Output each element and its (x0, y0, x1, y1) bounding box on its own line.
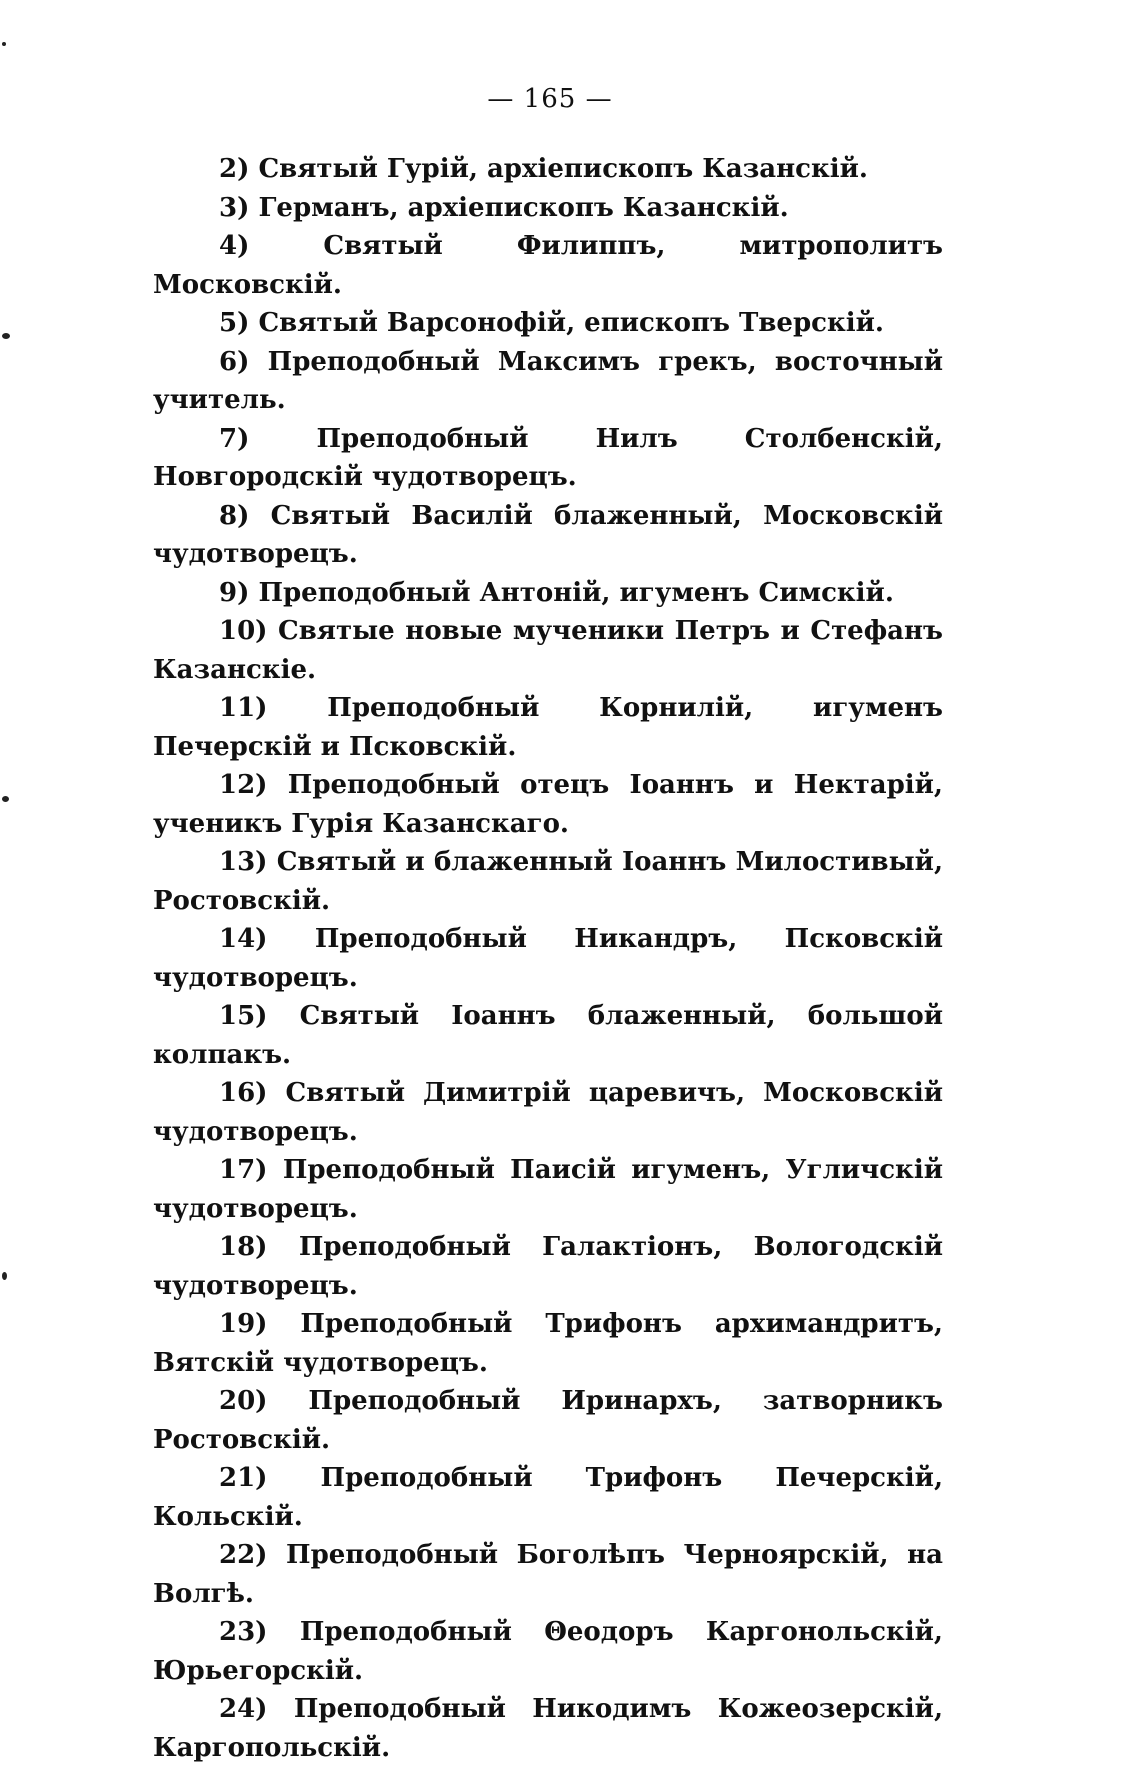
list-item: 22) Преподобный Боголѣпъ Черноярскій, на Волгѣ. (153, 1540, 943, 1609)
entry-list (153, 150, 943, 1767)
list-item: 13) Святый и блаженный Іоаннъ Милостивый, Ростовскій. (153, 847, 943, 916)
scan-speck (2, 42, 6, 46)
list-item: 15) Святый Іоаннъ блаженный, большой колпакъ. (153, 1001, 943, 1070)
list-item: 6) Преподобный Максимъ грекъ, восточный учитель. (153, 346, 943, 415)
list-item: 9) Преподобный Антоній, игуменъ Симскій. (219, 577, 894, 608)
list-item: 12) Преподобный отецъ Іоаннъ и Нектарій, ученикъ Гурія Казанскаго. (153, 770, 943, 839)
list-item: 4) Святый Филиппъ, митрополитъ Московскій. (153, 231, 943, 300)
list-item: 2) Святый Гурій, архіепископъ Казанскій. (219, 154, 868, 184)
list-item: 8) Святый Василій блаженный, Московскій чудотворецъ. (153, 500, 943, 569)
list-item: 18) Преподобный Галактіонъ, Вологодскій чудотворецъ. (153, 1232, 943, 1301)
list-item: 10) Святые новые мученики Петръ и Стефанъ Казанскіе. (153, 616, 943, 685)
list-item: 14) Преподобный Никандръ, Псковскій чудотворецъ. (153, 924, 943, 993)
scan-speck (2, 796, 9, 802)
list-item: 23) Преподобный Θеодоръ Каргонольскій, Юрьегорскій. (153, 1617, 943, 1686)
list-item: 19) Преподобный Трифонъ архимандритъ, Вятскій чудотворецъ. (153, 1309, 943, 1378)
list-item: 16) Святый Димитрій царевичъ, Московскій чудотворецъ. (153, 1078, 943, 1147)
list-item: 21) Преподобный Трифонъ Печерскій, Кольскій. (153, 1463, 943, 1532)
list-item: 11) Преподобный Корнилій, игуменъ Печерскій и Псковскій. (153, 693, 943, 762)
list-item: 3) Германъ, архіепископъ Казанскій. (219, 192, 789, 223)
scan-speck (2, 1272, 7, 1280)
page-number: — 165 — (487, 84, 613, 114)
list-item: 17) Преподобный Паисій игуменъ, Угличскій чудотворецъ. (153, 1155, 943, 1224)
list-item: 20) Преподобный Иринархъ, затворникъ Ростовскій. (153, 1386, 943, 1455)
scan-speck (2, 333, 10, 339)
list-item: 7) Преподобный Нилъ Столбенскій, Новгородскій чудотворецъ. (153, 423, 943, 492)
list-item: 24) Преподобный Никодимъ Кожеозерскій, Каргопольскій. (153, 1694, 943, 1763)
list-item: 5) Святый Варсонофій, епископъ Тверскій. (219, 308, 884, 338)
